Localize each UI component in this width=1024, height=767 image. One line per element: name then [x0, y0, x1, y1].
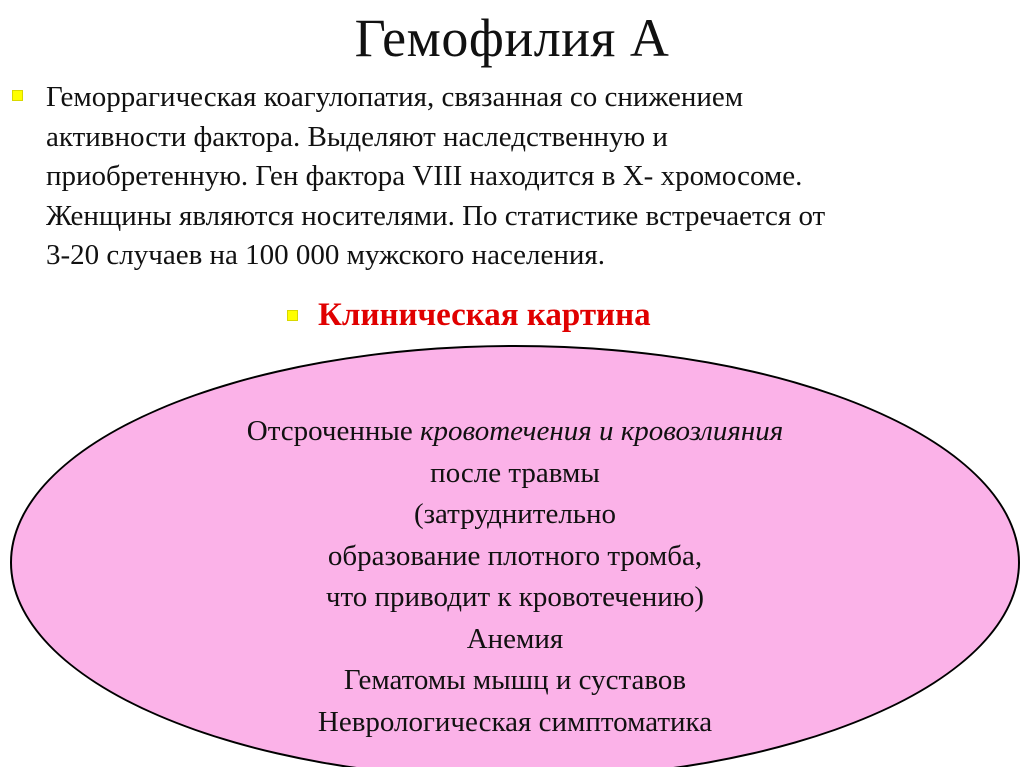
bullet-square-icon [287, 310, 298, 321]
symptom-line: Неврологическая симптоматика [317, 705, 713, 738]
slide-title: Гемофилия А [354, 8, 670, 68]
symptom-plain-text: Отсроченные [246, 415, 420, 447]
paragraph-line: Геморрагическая коагулопатия, связанная со снижением [46, 81, 744, 113]
symptom-italic-text: кровотечения и кровозлияния [419, 415, 784, 447]
paragraph-line: активности фактора. Выделяют наследственную и [46, 120, 668, 153]
symptoms-list [10, 411, 1020, 743]
paragraph-line: приобретенную. Ген фактора VIII находится в Х- хромосоме. [46, 160, 803, 192]
symptom-line: после травмы [430, 456, 600, 489]
description-paragraph [46, 78, 986, 276]
paragraph-line: Женщины являются носителями. По статистике встречается от [46, 199, 826, 232]
paragraph-line: 3-20 случаев на 100 000 мужского населения. [46, 239, 606, 271]
symptom-line: что приводит к кровотечению) [325, 581, 705, 613]
symptom-line: Анемия [466, 622, 564, 655]
symptom-line [10, 411, 1020, 453]
bullet-square-icon [12, 90, 23, 101]
clinical-picture-heading: Клиническая картина [318, 297, 651, 333]
symptom-line: (затруднительно [413, 498, 617, 530]
symptom-line: образование плотного тромба, [327, 539, 703, 572]
symptom-line: Гематомы мышц и суставов [343, 664, 687, 696]
